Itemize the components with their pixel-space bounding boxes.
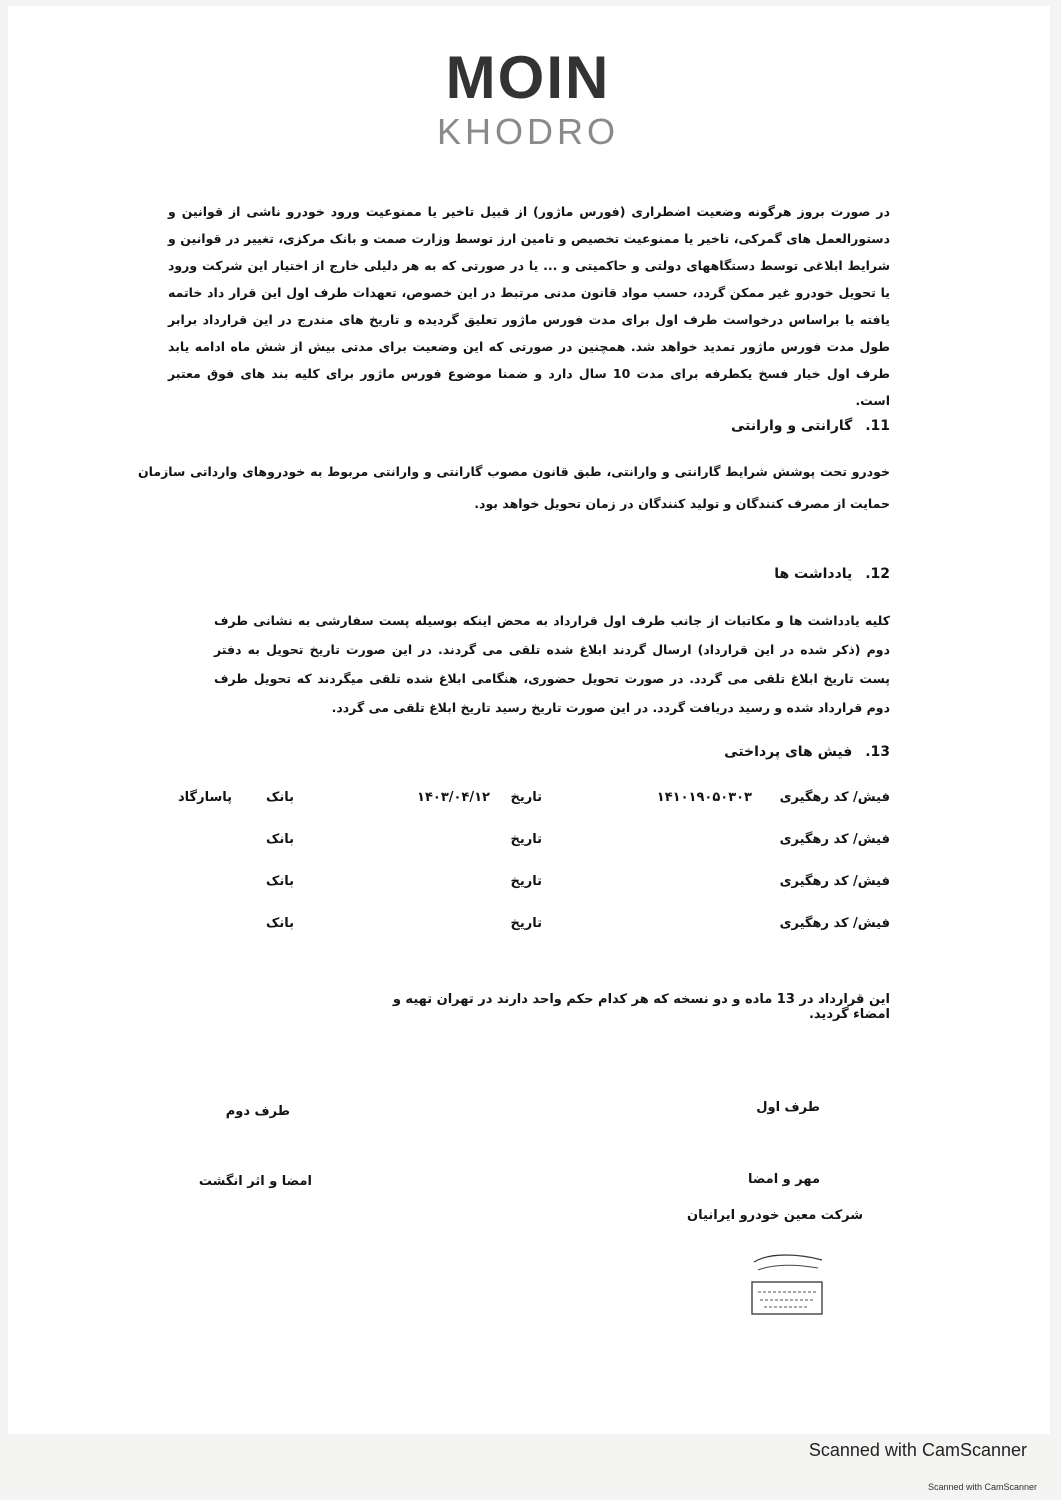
payment-row: [170, 874, 890, 898]
scanner-watermark-small: Scanned with CamScanner: [927, 1482, 1037, 1492]
date-label: تاریخ: [510, 832, 542, 847]
date-label: تاریخ: [510, 874, 542, 889]
section-12-heading: [600, 566, 890, 582]
payment-row: [170, 790, 890, 814]
section-11-title: گارانتی و وارانتی: [730, 418, 853, 434]
company-stamp-icon: [740, 1250, 832, 1322]
section-11-number: 11.: [865, 418, 890, 434]
bank-label: بانک: [266, 832, 294, 847]
receipt-label: فیش/ کد رهگیری: [779, 874, 890, 889]
bank-value: پاسارگاد: [177, 790, 232, 805]
bank-label: بانک: [266, 874, 294, 889]
scanner-watermark: Scanned with CamScanner: [808, 1440, 1027, 1460]
party-two-sign-label: امضا و اثر انگشت: [198, 1174, 312, 1189]
section-12-title: یادداشت ها: [774, 566, 853, 582]
section-11-heading: [600, 418, 890, 434]
section-13-heading: [600, 744, 890, 760]
logo-wordmark-moin: MOIN: [445, 44, 611, 111]
section-12-number: 12.: [865, 566, 890, 582]
receipt-label: فیش/ کد رهگیری: [779, 832, 890, 847]
payment-row: [170, 832, 890, 856]
receipt-value: ۱۴۱۰۱۹۰۵۰۳۰۳: [656, 790, 752, 805]
logo-wordmark-khodro: KHODRO: [436, 111, 619, 152]
bank-label: بانک: [266, 916, 294, 931]
date-value: ۱۴۰۳/۰۴/۱۲: [417, 790, 490, 805]
closing-statement: این قرارداد در 13 ماده و دو نسخه که هر کدام حکم واحد دارند در تهران تهیه و امضاء گردید.: [392, 992, 890, 1022]
force-majeure-paragraph: در صورت بروز هرگونه وضعیت اضطراری (فورس ماژور) از قبیل تاخیر یا ممنوعیت ورود خودرو ناشی از قوانین و دستورالعمل های گمرکی، تاخیر یا ممنوعیت تخصیص و تامین ارز توسط وزارت صمت و بانک مرکزی، تغییر در قوانین و شرایط ابلاغی توسط دستگاههای دولتی و حاکمیتی و ... یا در صورتی که به هر دلیلی خارج از اختیار این شرکت ورود یا تحویل خودرو غیر ممکن گردد، حسب مواد قانون مدنی مرتبط در این خصوص، تعهدات طرف اول این قرار داد خاتمه یافته یا براساس درخواست طرف اول برای مدت فورس ماژور تعلیق گردیده و تاریخ های مندرج در این قرارداد برابر طول مدت فورس ماژور تمدید خواهد شد. همچنین در صورتی که این وضعیت برای مدتی بیش از شش ماه ادامه یابد طرف اول خیار فسخ یکطرفه برای مدت 10 سال دارد و ضمنا موضوع فورس ماژور برای کلیه بند های فوق معتبر است.: [168, 204, 890, 408]
date-label: تاریخ: [510, 916, 542, 931]
section-13-number: 13.: [865, 744, 890, 760]
party-one-company: شرکت معین خودرو ایرانیان: [687, 1208, 863, 1223]
receipt-label: فیش/ کد رهگیری: [779, 790, 890, 805]
section-13-title: فیش های پرداختی: [724, 744, 853, 760]
party-two-title: طرف دوم: [225, 1104, 290, 1119]
party-one-title: طرف اول: [756, 1100, 820, 1115]
payment-row: [170, 916, 890, 940]
date-label: تاریخ: [510, 790, 542, 805]
bank-label: بانک: [266, 790, 294, 805]
receipt-label: فیش/ کد رهگیری: [779, 916, 890, 931]
party-one-seal-label: مهر و امضا: [747, 1172, 820, 1187]
warranty-paragraph: خودرو تحت پوشش شرایط گارانتی و وارانتی، طبق قانون مصوب گارانتی و وارانتی مربوط به خودروهای وارداتی سازمان حمایت از مصرف کنندگان و تولید کنندگان در زمان تحویل خواهد بود.: [138, 464, 890, 511]
notes-paragraph: کلیه یادداشت ها و مکاتبات از جانب طرف اول قرارداد به محض اینکه بوسیله پست سفارشی به نشانی طرف دوم (ذکر شده در این قرارداد) ارسال گردند ابلاغ شده تلقی می گردند. در این صورت تاریخ تحویل به دفتر پست تاریخ ابلاغ تلقی می گردد. در صورت تحویل حضوری، هنگامی ابلاغ شده تلقی میگردند که تحویل طرف دوم قرارداد شده و رسید دریافت گردد. در این صورت تاریخ رسید تاریخ ابلاغ تلقی می گردد.: [214, 613, 890, 715]
